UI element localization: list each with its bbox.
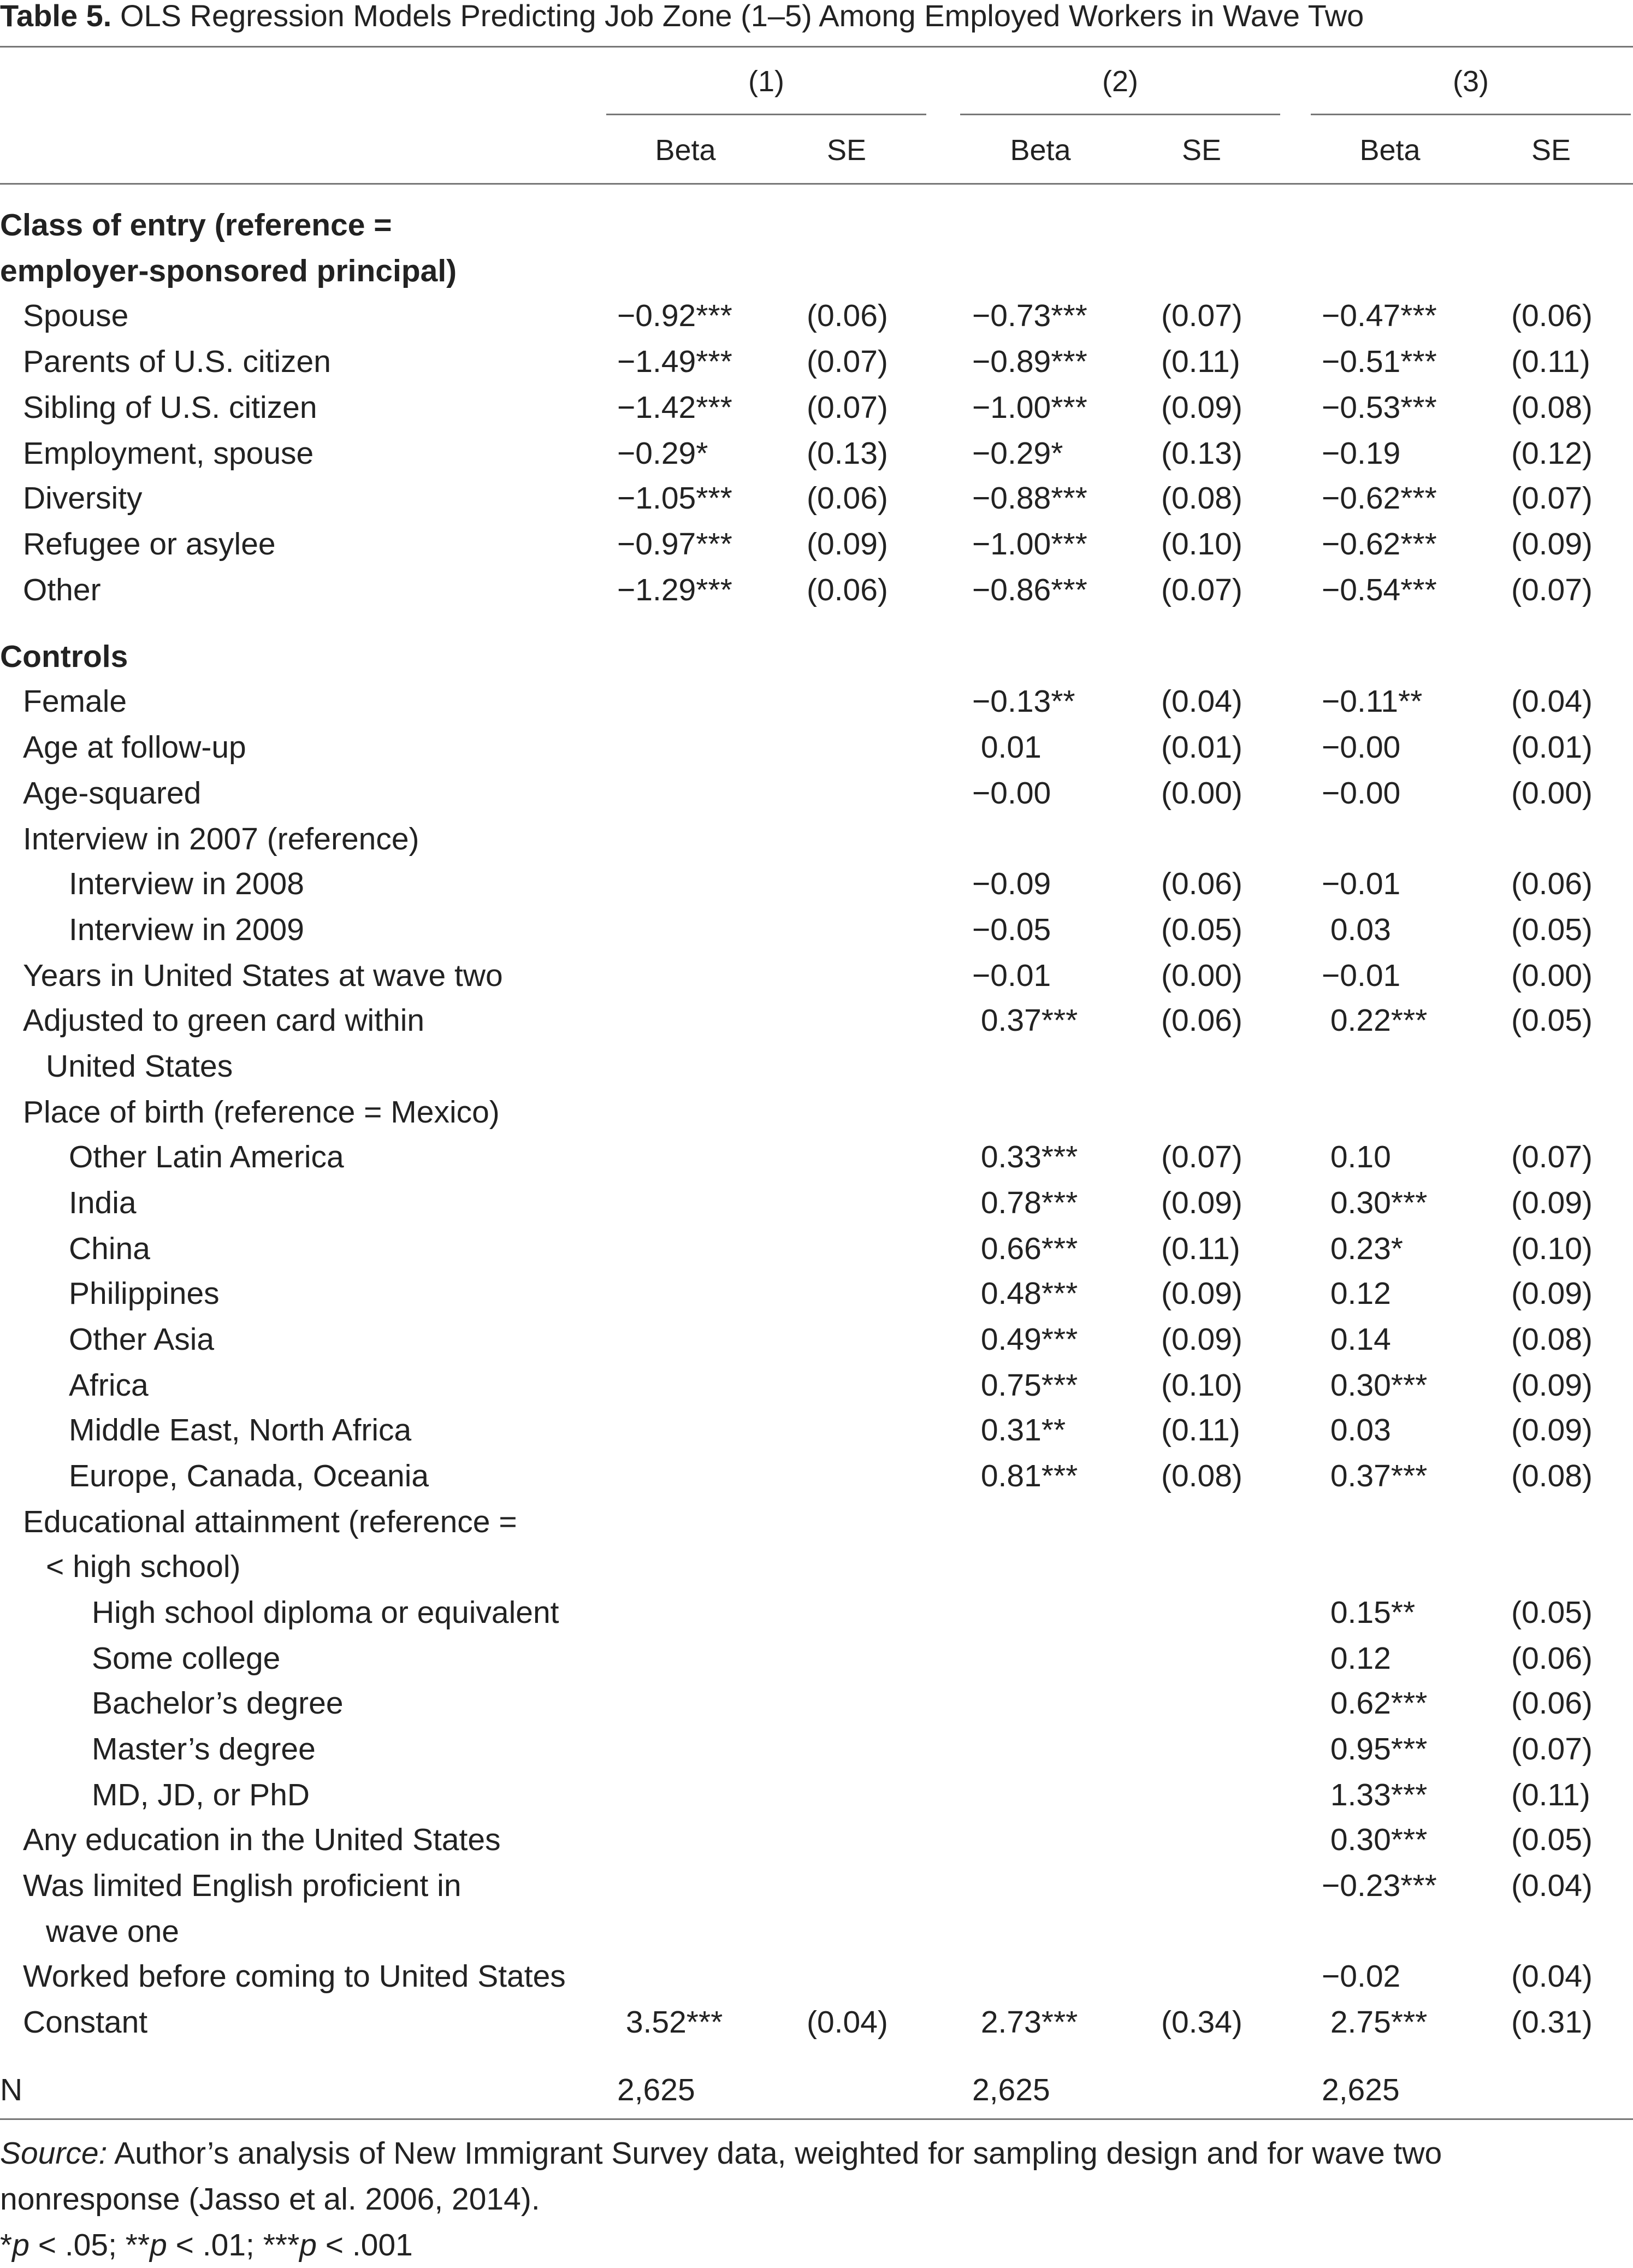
beta-cell: 0.33***: [972, 1139, 1078, 1174]
beta-cell: −0.88***: [972, 481, 1087, 516]
beta-cell: −1.42***: [617, 390, 732, 425]
table-row: [0, 1226, 1633, 1272]
table-row: [0, 475, 1633, 521]
row-label: N: [0, 2072, 23, 2107]
table-row: [0, 1089, 1633, 1135]
se-cell: (0.13): [1161, 436, 1242, 471]
model-3-rule: [1311, 114, 1631, 115]
table-row: [0, 1909, 1633, 1954]
table-row: [0, 1316, 1633, 1362]
beta-cell: −0.13**: [972, 684, 1075, 719]
beta-cell: −0.29*: [972, 436, 1063, 471]
beta-cell: 0.03: [1322, 912, 1391, 947]
beta-cell: 0.23*: [1322, 1231, 1403, 1266]
se-cell: (0.00): [1511, 776, 1593, 811]
table-row: [0, 1180, 1633, 1226]
beta-cell: −0.09: [972, 866, 1051, 901]
se-cell: (0.05): [1161, 912, 1242, 947]
beta-header-1: Beta: [655, 134, 716, 167]
se-cell: (0.11): [1511, 344, 1590, 379]
beta-cell: −1.00***: [972, 527, 1087, 562]
beta-cell: 2,625: [972, 2072, 1050, 2107]
beta-cell: −0.01: [1322, 866, 1401, 901]
beta-cell: 0.10: [1322, 1139, 1391, 1174]
se-cell: (0.09): [1511, 527, 1593, 562]
table-row: [0, 1817, 1633, 1863]
se-cell: (0.05): [1511, 912, 1593, 947]
se-cell: (0.31): [1511, 2005, 1593, 2040]
beta-cell: 0.78***: [972, 1185, 1078, 1220]
row-label: Africa: [69, 1368, 149, 1403]
table-row: [0, 1999, 1633, 2045]
table-title: [0, 0, 1364, 32]
row-label: Age-squared: [23, 776, 202, 811]
se-cell: (0.01): [1161, 730, 1242, 765]
se-cell: (0.08): [1511, 1322, 1593, 1357]
row-label: Years in United States at wave two: [23, 958, 503, 993]
table-number: Table 5.: [0, 0, 112, 33]
beta-cell: 0.75***: [972, 1368, 1078, 1403]
row-label: Other Latin America: [69, 1139, 344, 1174]
row-label: China: [69, 1231, 150, 1266]
se-cell: (0.08): [1161, 481, 1242, 516]
beta-cell: 0.49***: [972, 1322, 1078, 1357]
beta-cell: −0.92***: [617, 298, 732, 333]
se-cell: (0.07): [807, 390, 888, 425]
row-label: Middle East, North Africa: [69, 1413, 412, 1448]
row-label: Interview in 2008: [69, 866, 304, 901]
se-header-1: SE: [826, 134, 867, 167]
row-label: Some college: [92, 1641, 281, 1676]
se-cell: (0.06): [1511, 866, 1593, 901]
table-row: [0, 1043, 1633, 1089]
row-label: Spouse: [23, 298, 129, 333]
model-1-header: (1): [748, 65, 784, 98]
se-header-3: SE: [1531, 134, 1571, 167]
row-label: Was limited English proficient in: [23, 1868, 461, 1903]
table-row: [0, 678, 1633, 724]
se-cell: (0.07): [1511, 481, 1593, 516]
beta-cell: −0.97***: [617, 527, 732, 562]
table-row: [0, 1271, 1633, 1316]
table-row: [0, 1590, 1633, 1635]
row-label: Interview in 2007 (reference): [23, 822, 419, 857]
se-cell: (0.00): [1161, 776, 1242, 811]
table-row: [0, 1134, 1633, 1180]
beta-cell: 0.66***: [972, 1231, 1078, 1266]
row-label: Europe, Canada, Oceania: [69, 1458, 429, 1493]
beta-cell: −0.02: [1322, 1959, 1401, 1994]
row-label: Employment, spouse: [23, 436, 314, 471]
se-cell: (0.06): [1511, 1641, 1593, 1676]
row-label: Place of birth (reference = Mexico): [23, 1095, 500, 1130]
se-cell: (0.07): [1161, 1139, 1242, 1174]
table-row: [0, 2067, 1633, 2113]
beta-cell: −0.29*: [617, 436, 708, 471]
beta-cell: −0.01: [1322, 958, 1401, 993]
se-cell: (0.06): [807, 481, 888, 516]
row-label: wave one: [46, 1914, 180, 1949]
table-row: [0, 385, 1633, 430]
beta-cell: −0.86***: [972, 572, 1087, 607]
table-row: [0, 1544, 1633, 1590]
beta-header-2: Beta: [1010, 134, 1071, 167]
se-cell: (0.00): [1511, 958, 1593, 993]
row-label: Class of entry (reference =: [0, 208, 392, 243]
beta-cell: −0.62***: [1322, 527, 1437, 562]
beta-cell: 0.03: [1322, 1413, 1391, 1448]
row-label: Diversity: [23, 481, 143, 516]
beta-cell: 0.14: [1322, 1322, 1391, 1357]
beta-header-3: Beta: [1359, 134, 1421, 167]
se-cell: (0.04): [1511, 1868, 1593, 1903]
significance-note: *p < .05; **p < .01; ***p < .001: [0, 2228, 413, 2263]
table-row: [0, 1453, 1633, 1499]
beta-cell: 0.30***: [1322, 1368, 1428, 1403]
table-row: [0, 724, 1633, 770]
beta-cell: −0.01: [972, 958, 1051, 993]
table-row: [0, 1362, 1633, 1408]
se-cell: (0.04): [1511, 684, 1593, 719]
se-cell: (0.09): [1511, 1276, 1593, 1311]
beta-cell: −1.00***: [972, 390, 1087, 425]
se-cell: (0.05): [1511, 1003, 1593, 1038]
beta-cell: −0.00: [1322, 776, 1401, 811]
beta-cell: 0.31**: [972, 1413, 1066, 1448]
beta-cell: −1.49***: [617, 344, 732, 379]
row-label: Age at follow-up: [23, 730, 246, 765]
row-label: Philippines: [69, 1276, 220, 1311]
se-cell: (0.09): [1511, 1185, 1593, 1220]
se-cell: (0.04): [807, 2005, 888, 2040]
se-cell: (0.09): [807, 527, 888, 562]
row-label: Master’s degree: [92, 1732, 316, 1767]
se-cell: (0.07): [1161, 298, 1242, 333]
row-label: Other Asia: [69, 1322, 215, 1357]
beta-cell: −0.11**: [1322, 684, 1423, 719]
section-header-row: [0, 248, 1633, 294]
beta-cell: 0.62***: [1322, 1686, 1428, 1721]
se-cell: (0.00): [1161, 958, 1242, 993]
row-label: employer-sponsored principal): [0, 253, 457, 288]
se-cell: (0.07): [1511, 572, 1593, 607]
table-row: [0, 816, 1633, 862]
table-row: [0, 1635, 1633, 1681]
beta-cell: 0.81***: [972, 1458, 1078, 1493]
row-label: < high school): [46, 1549, 241, 1584]
beta-cell: 0.30***: [1322, 1185, 1428, 1220]
se-cell: (0.06): [807, 572, 888, 607]
se-cell: (0.05): [1511, 1822, 1593, 1857]
table-row: [0, 1726, 1633, 1772]
beta-cell: −0.54***: [1322, 572, 1437, 607]
beta-cell: 0.12: [1322, 1276, 1391, 1311]
row-label: Female: [23, 684, 127, 719]
row-label: India: [69, 1185, 137, 1220]
table-row: [0, 997, 1633, 1043]
beta-cell: 2.73***: [972, 2005, 1078, 2040]
beta-cell: −0.00: [1322, 730, 1401, 765]
top-rule: [0, 46, 1633, 48]
se-cell: (0.10): [1511, 1231, 1593, 1266]
row-label: MD, JD, or PhD: [92, 1777, 310, 1812]
header-rule: [0, 183, 1633, 185]
beta-cell: 1.33***: [1322, 1777, 1428, 1812]
row-label: Bachelor’s degree: [92, 1686, 344, 1721]
row-label: Educational attainment (reference =: [23, 1504, 517, 1539]
se-cell: (0.07): [1511, 1732, 1593, 1767]
beta-cell: −0.05: [972, 912, 1051, 947]
se-cell: (0.01): [1511, 730, 1593, 765]
row-label: Any education in the United States: [23, 1822, 501, 1857]
row-label: Other: [23, 572, 101, 607]
row-label: Refugee or asylee: [23, 527, 276, 562]
row-label: Interview in 2009: [69, 912, 304, 947]
beta-cell: −0.19: [1322, 436, 1401, 471]
beta-cell: 3.52***: [617, 2005, 723, 2040]
bottom-rule: [0, 2118, 1633, 2120]
beta-cell: 2,625: [617, 2072, 695, 2107]
se-cell: (0.07): [1161, 572, 1242, 607]
se-cell: (0.08): [1161, 1458, 1242, 1493]
table-row: [0, 293, 1633, 339]
se-cell: (0.09): [1161, 390, 1242, 425]
table-row: [0, 1407, 1633, 1453]
table-row: [0, 1499, 1633, 1545]
se-cell: (0.04): [1511, 1959, 1593, 1994]
source-note: Source: Author’s analysis of New Immigrant Survey data, weighted for sampling design and for wave two: [0, 2136, 1442, 2171]
beta-cell: −0.73***: [972, 298, 1087, 333]
se-cell: (0.13): [807, 436, 888, 471]
se-cell: (0.06): [1511, 1686, 1593, 1721]
se-cell: (0.08): [1511, 390, 1593, 425]
row-label: Parents of U.S. citizen: [23, 344, 331, 379]
se-cell: (0.09): [1511, 1413, 1593, 1448]
se-header-2: SE: [1181, 134, 1222, 167]
table-row: [0, 521, 1633, 567]
table-row: [0, 339, 1633, 385]
se-cell: (0.07): [807, 344, 888, 379]
se-cell: (0.34): [1161, 2005, 1242, 2040]
table-row: [0, 567, 1633, 613]
beta-cell: −1.05***: [617, 481, 732, 516]
se-cell: (0.11): [1511, 1777, 1590, 1812]
beta-cell: 0.12: [1322, 1641, 1391, 1676]
beta-cell: −0.62***: [1322, 481, 1437, 516]
beta-cell: 0.01: [972, 730, 1042, 765]
beta-cell: −0.23***: [1322, 1868, 1437, 1903]
se-cell: (0.05): [1511, 1595, 1593, 1630]
row-label: United States: [46, 1049, 233, 1084]
beta-cell: −0.51***: [1322, 344, 1437, 379]
se-cell: (0.06): [1161, 866, 1242, 901]
beta-cell: −0.89***: [972, 344, 1087, 379]
beta-cell: −0.53***: [1322, 390, 1437, 425]
se-cell: (0.09): [1161, 1322, 1242, 1357]
beta-cell: −0.47***: [1322, 298, 1437, 333]
model-3-header: (3): [1453, 65, 1489, 98]
se-cell: (0.12): [1511, 436, 1593, 471]
table-row: [0, 1680, 1633, 1726]
section-header-row: [0, 634, 1633, 680]
beta-cell: 0.22***: [1322, 1003, 1428, 1038]
se-cell: (0.11): [1161, 1231, 1240, 1266]
se-cell: (0.09): [1161, 1276, 1242, 1311]
table-row: [0, 1772, 1633, 1818]
beta-cell: 0.37***: [1322, 1458, 1428, 1493]
table-row: [0, 907, 1633, 953]
table-row: [0, 953, 1633, 999]
se-cell: (0.08): [1511, 1458, 1593, 1493]
se-cell: (0.09): [1511, 1368, 1593, 1403]
beta-cell: 0.37***: [972, 1003, 1078, 1038]
row-label: Controls: [0, 639, 128, 674]
se-cell: (0.04): [1161, 684, 1242, 719]
row-label: High school diploma or equivalent: [92, 1595, 559, 1630]
se-cell: (0.11): [1161, 1413, 1240, 1448]
model-1-rule: [606, 114, 926, 115]
section-header-row: [0, 202, 1633, 248]
se-cell: (0.10): [1161, 527, 1242, 562]
beta-cell: 0.95***: [1322, 1732, 1428, 1767]
se-cell: (0.07): [1511, 1139, 1593, 1174]
beta-cell: 0.15**: [1322, 1595, 1416, 1630]
beta-cell: 0.48***: [972, 1276, 1078, 1311]
se-cell: (0.06): [807, 298, 888, 333]
table-caption: OLS Regression Models Predicting Job Zone (1–5) Among Employed Workers in Wave Two: [120, 0, 1364, 33]
se-cell: (0.10): [1161, 1368, 1242, 1403]
row-label: Adjusted to green card within: [23, 1003, 425, 1038]
beta-cell: −1.29***: [617, 572, 732, 607]
beta-cell: 2,625: [1322, 2072, 1400, 2107]
model-2-rule: [960, 114, 1280, 115]
table-row: [0, 1953, 1633, 1999]
row-label: Worked before coming to United States: [23, 1959, 566, 1994]
table-notes: [0, 2130, 1633, 2268]
beta-cell: 0.30***: [1322, 1822, 1428, 1857]
se-cell: (0.06): [1161, 1003, 1242, 1038]
table-row: [0, 770, 1633, 816]
se-cell: (0.06): [1511, 298, 1593, 333]
se-cell: (0.09): [1161, 1185, 1242, 1220]
table-row: [0, 1863, 1633, 1909]
row-label: Sibling of U.S. citizen: [23, 390, 317, 425]
source-note-line2: nonresponse (Jasso et al. 2006, 2014).: [0, 2182, 540, 2217]
row-label: Constant: [23, 2005, 148, 2040]
beta-cell: −0.00: [972, 776, 1051, 811]
se-cell: (0.11): [1161, 344, 1240, 379]
beta-cell: 2.75***: [1322, 2005, 1428, 2040]
model-2-header: (2): [1102, 65, 1138, 98]
table-row: [0, 861, 1633, 907]
table-row: [0, 430, 1633, 476]
